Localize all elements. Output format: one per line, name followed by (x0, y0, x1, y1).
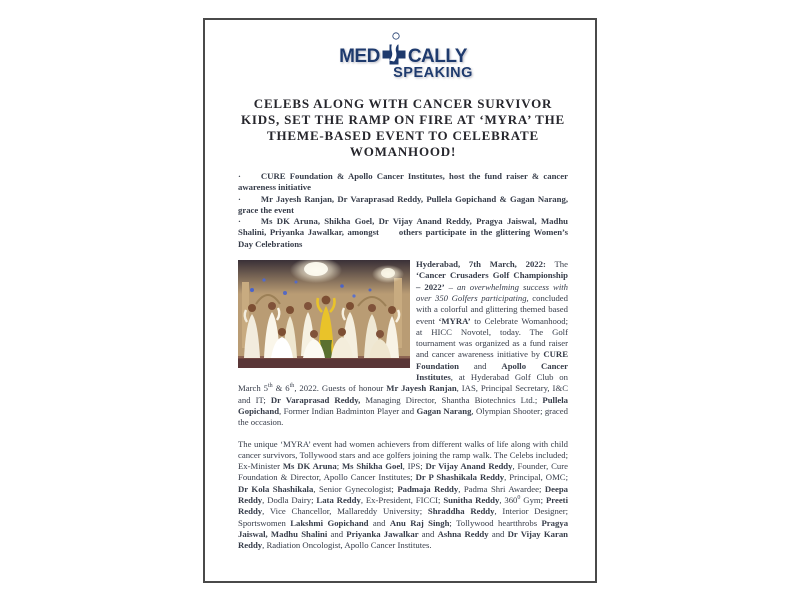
bullet-item-1: · CURE Foundation & Apollo Cancer Institutes, host the fund raiser & cancer awareness initiative (238, 171, 568, 193)
logo-text-cally: CALLY (407, 46, 467, 67)
headline: CELEBS ALONG WITH CANCER SURVIVOR KIDS, SET THE RAMP ON FIRE AT ‘MYRA’ THE THEME-BASED EVENT TO CELEBRATE WOMANHOOD! (241, 96, 565, 159)
lead-paragraph-text: Hyderabad, 7th March, 2022: The ‘Cancer Crusaders Golf Championship – 2022’ – an overwhelming success with over 350 Golfers participating, concluded with a colorful and glittering themed based event ‘MYRA’ to Celebrate Womanhood; at HICC Novotel, today. The Golf tournament was organized as a fund raiser and cancer awareness initiative by CURE Foundation and Apollo Cancer Institutes, at Hyderabad Golf Club on March 5th & 6th, 2022. Guests of honour Mr Jayesh Ranjan, IAS, Principal Secretary, I&C and IT; Dr Varaprasad Reddy, Managing Director, Shantha Biotechnics Ltd.; Pullela Gopichand, Former Indian Badminton Player and Gagan Narang, Olympian Shooter; graced the occasion. (238, 259, 569, 428)
event-photo (238, 260, 410, 368)
medically-speaking-logo (238, 32, 568, 84)
lead-paragraph (238, 259, 568, 428)
bullet-item-2: · Mr Jayesh Ranjan, Dr Varaprasad Reddy, Pullela Gopichand & Gagan Narang, grace the event (238, 193, 568, 215)
medical-cross-icon (381, 32, 407, 66)
bullet-list (238, 171, 568, 250)
celebs-paragraph: The unique ‘MYRA’ event had women achievers from different walks of life along with child cancer survivors, Tollywood stars and ace golfers joining the ramp walk. The Celebs included; Ex-Minister Ms DK Aruna; Ms Shikha Goel, IPS; Dr Vijay Anand Reddy, Founder, Cure Foundation & Director, Apollo Cancer Institutes; Dr P Shashikala Reddy, Principal, OMC; Dr Kola Shashikala, Senior Gynecologist; Padmaja Reddy, Padma Shri Awardee; Deepa Reddy, Dodla Dairy; Lata Reddy, Ex-President, FICCI; Sunitha Reddy, $360^0$ Gym; Preeti Reddy, Vice Chancellor, Mallareddy University; Shraddha Reddy, Interior Designer; Sportswomen Lakshmi Gopichand and Anu Raj Singh; Tollywood heartthrobs Pragya Jaiswal, Madhu Shalini and Priyanka Jawalkar and Ashna Reddy and Dr Vijay Karan Reddy, Radiation Oncologist, Apollo Cancer Institutes. (238, 438, 569, 551)
logo-text-speaking: SPEAKING (393, 65, 473, 81)
bullet-item-3: · Ms DK Aruna, Shikha Goel, Dr Vijay Anand Reddy, Pragya Jaiswal, Madhu Shalini, Priyanka Jawalkar, amongst others participate in the glittering Women’s Day Celebrations (238, 216, 568, 249)
document-page (203, 18, 597, 583)
logo-top-row (238, 32, 568, 66)
logo-text-med: MED (339, 46, 380, 67)
